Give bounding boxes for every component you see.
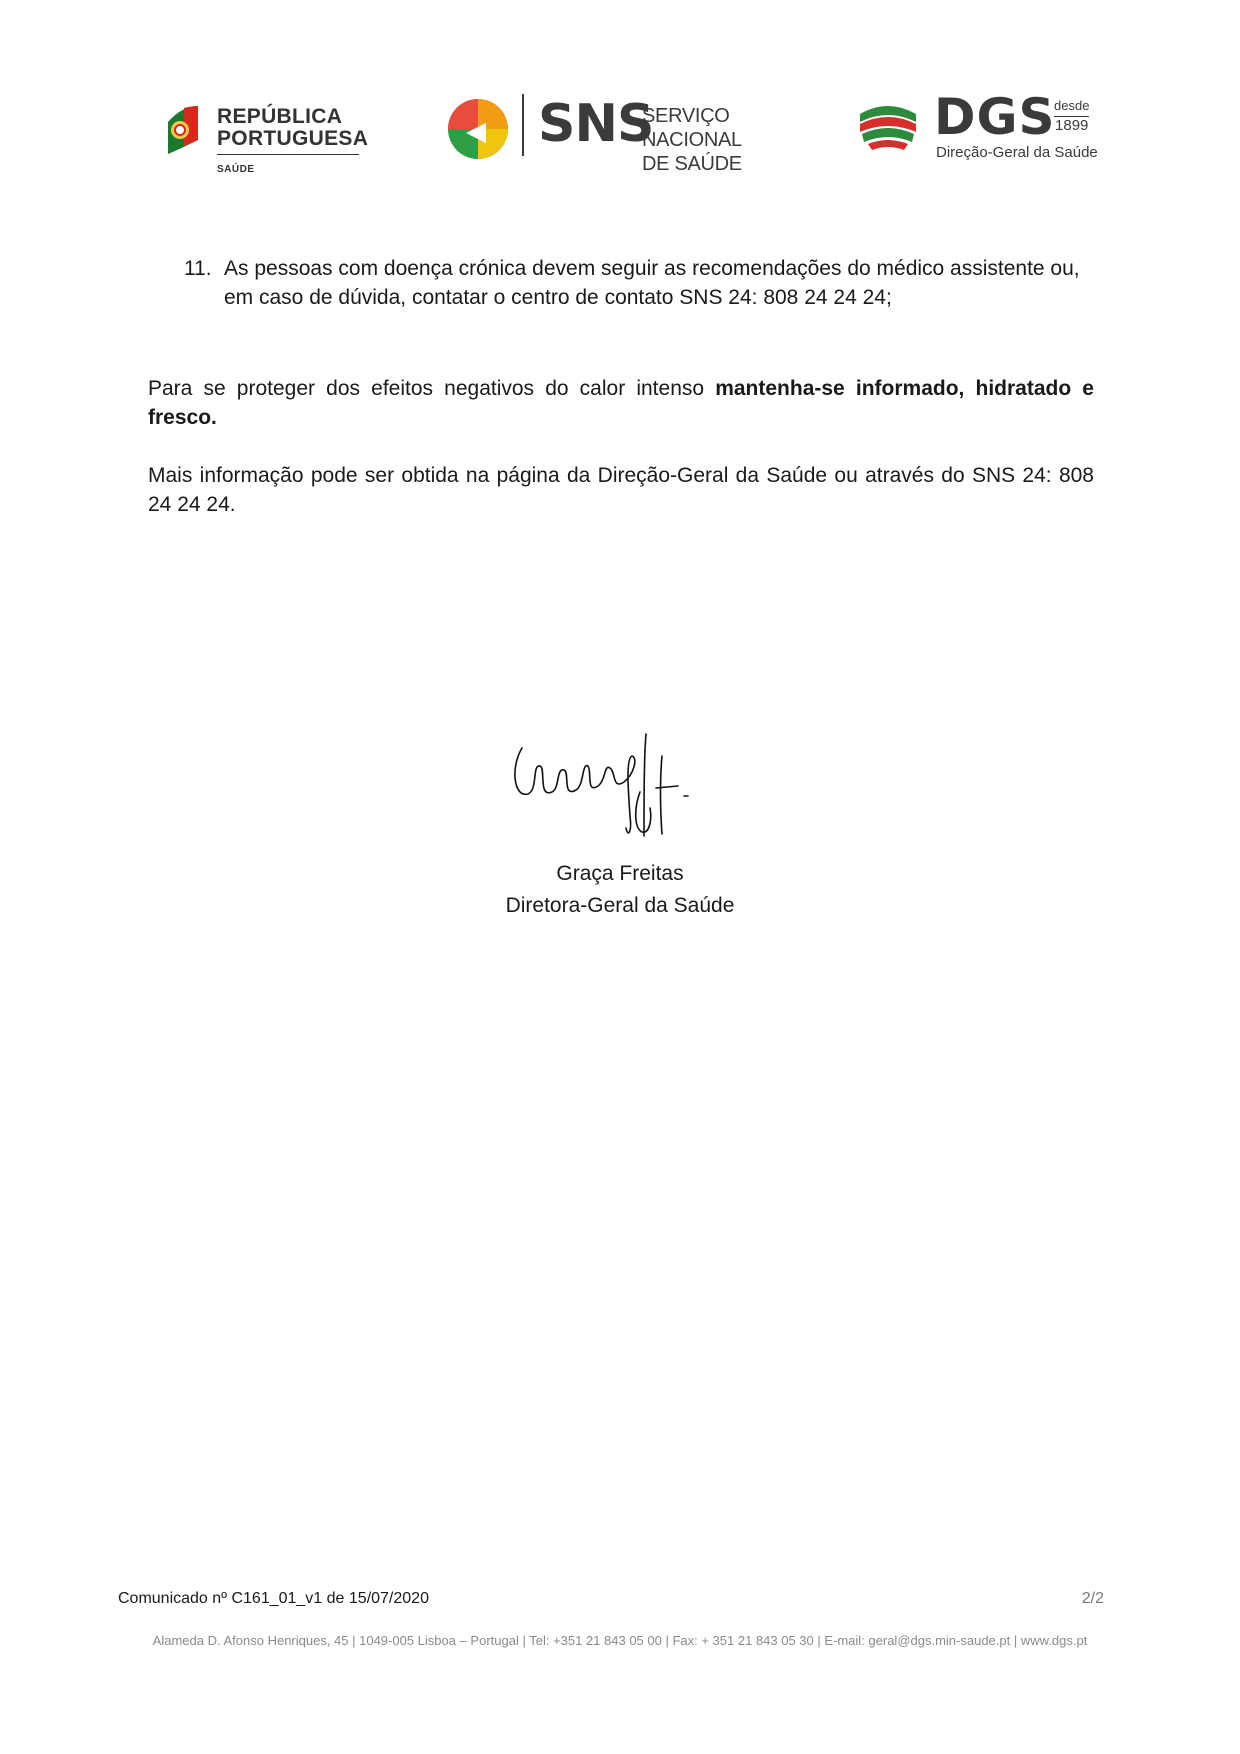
republica-portuguesa-text: REPÚBLICA PORTUGUESA (217, 105, 369, 150)
page-header (0, 80, 1240, 175)
signer-block (0, 858, 1240, 922)
sns-logo (446, 92, 806, 175)
dgs-since: desde 1899 (1054, 98, 1090, 134)
paragraph-protect: Para se proteger dos efeitos negativos do calor intenso mantenha-se informado, hidratado e fresco. (148, 377, 1094, 429)
paragraph-more-info: Mais informação pode ser obtida na página da Direção-Geral da Saúde ou através do SNS 24: 808 24 24 24. (148, 464, 1094, 516)
document-body (148, 254, 1094, 519)
list-text: As pessoas com doença crónica devem seguir as recomendações do médico assistente ou, em caso de dúvida, contatar o centro de contato SNS 24: 808 24 24 24; (224, 257, 1080, 309)
document-reference: Comunicado nº C161_01_v1 de 15/07/2020 (118, 1590, 429, 1607)
page-number: 2/2 (1081, 1590, 1104, 1607)
list-item (184, 254, 1094, 312)
dgs-full-name: Direção-Geral da Saúde (936, 144, 1098, 161)
logo-separator (522, 94, 524, 156)
list-number: 11. (184, 257, 212, 280)
logo-divider (217, 154, 359, 155)
sns-abbreviation: SNS (538, 94, 654, 154)
dgs-logo (856, 90, 1096, 170)
dgs-abbreviation: DGS (934, 88, 1056, 146)
portugal-flag-icon (164, 104, 200, 156)
footer-address: Alameda D. Afonso Henriques, 45 | 1049-005 Lisboa – Portugal | Tel: +351 21 843 05 00 | Fax: + 351 21 843 05 30 | E-mail: geral@dgs.min-saude.pt | www.dgs.pt (152, 1633, 1088, 1648)
sns-mark-icon (446, 97, 510, 161)
signer-name: Graça Freitas (556, 862, 684, 885)
dgs-mark-icon (856, 94, 920, 158)
republica-portuguesa-logo (164, 94, 369, 175)
handwritten-signature (500, 728, 740, 848)
paragraph-emphasis: mantenha-se informado, hidratado e fresco. (148, 377, 1094, 429)
sns-full-name: SERVIÇO NACIONAL DE SAÚDE (642, 105, 742, 175)
logo-subtitle: SAÚDE (217, 164, 255, 175)
signer-title: Diretora-Geral da Saúde (505, 894, 735, 917)
